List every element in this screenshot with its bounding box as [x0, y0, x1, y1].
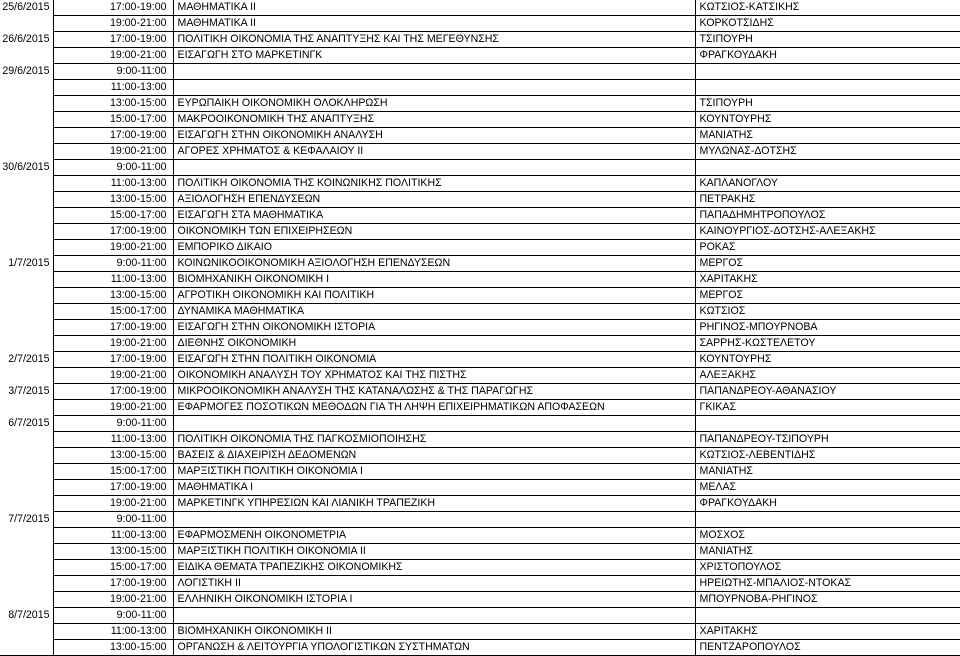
professor-cell: ΗΡΕΙΩΤΗΣ-ΜΠΑΛΙΟΣ-ΝΤΟΚΑΣ: [695, 576, 960, 592]
course-cell: ΠΟΛΙΤΙΚΗ ΟΙΚΟΝΟΜΙΑ ΤΗΣ ΠΑΓΚΟΣΜΙΟΠΟΙΗΣΗΣ: [173, 432, 695, 448]
time-cell: 11:00-13:00: [53, 624, 173, 640]
professor-cell: ΜΑΝΙΑΤΗΣ: [695, 128, 960, 144]
schedule-row: [0, 272, 960, 288]
date-cell: [0, 368, 53, 384]
date-cell: [0, 544, 53, 560]
time-cell: 13:00-15:00: [53, 640, 173, 656]
schedule-row: [0, 528, 960, 544]
professor-cell: ΣΑΡΡΗΣ-ΚΩΣΤΕΛΕΤΟΥ: [695, 336, 960, 352]
professor-cell: ΚΩΤΣΙΟΣ-ΛΕΒΕΝΤΙΔΗΣ: [695, 448, 960, 464]
course-cell: ΜΑΘΗΜΑΤΙΚΑ Ι: [173, 480, 695, 496]
schedule-row: [0, 512, 960, 528]
professor-cell: ΜΥΛΩΝΑΣ-ΔΟΤΣΗΣ: [695, 144, 960, 160]
date-cell: [0, 560, 53, 576]
date-cell: [0, 576, 53, 592]
course-cell: ΕΥΡΩΠΑΙΚΗ ΟΙΚΟΝΟΜΙΚΗ ΟΛΟΚΛΗΡΩΣΗ: [173, 96, 695, 112]
time-cell: 13:00-15:00: [53, 96, 173, 112]
date-cell: [0, 304, 53, 320]
date-cell: [0, 400, 53, 416]
date-cell: [0, 592, 53, 608]
schedule-row: [0, 416, 960, 432]
schedule-row: [0, 368, 960, 384]
professor-cell: [695, 608, 960, 624]
professor-cell: ΜΠΟΥΡΝΟΒΑ-ΡΗΓΙΝΟΣ: [695, 592, 960, 608]
professor-cell: ΤΣΙΠΟΥΡΗ: [695, 32, 960, 48]
course-cell: ΕΙΣΑΓΩΓΗ ΣΤΑ ΜΑΘΗΜΑΤΙΚΑ: [173, 208, 695, 224]
course-cell: ΠΟΛΙΤΙΚΗ ΟΙΚΟΝΟΜΙΑ ΤΗΣ ΑΝΑΠΤΥΞΗΣ ΚΑΙ ΤΗΣ ΜΕΓΕΘΥΝΣΗΣ: [173, 32, 695, 48]
time-cell: 13:00-15:00: [53, 448, 173, 464]
date-cell: [0, 192, 53, 208]
professor-cell: ΚΟΥΝΤΟΥΡΗΣ: [695, 352, 960, 368]
course-cell: ΕΙΔΙΚΑ ΘΕΜΑΤΑ ΤΡΑΠΕΖΙΚΗΣ ΟΙΚΟΝΟΜΙΚΗΣ: [173, 560, 695, 576]
schedule-row: [0, 176, 960, 192]
time-cell: 15:00-17:00: [53, 304, 173, 320]
professor-cell: ΜΑΝΙΑΤΗΣ: [695, 544, 960, 560]
date-cell: [0, 432, 53, 448]
time-cell: 17:00-19:00: [53, 384, 173, 400]
schedule-row: [0, 384, 960, 400]
schedule-row: [0, 576, 960, 592]
schedule-row: [0, 240, 960, 256]
professor-cell: ΑΛΕΞΑΚΗΣ: [695, 368, 960, 384]
date-cell: [0, 496, 53, 512]
professor-cell: ΦΡΑΓΚΟΥΔΑΚΗ: [695, 496, 960, 512]
course-cell: [173, 64, 695, 80]
course-cell: ΟΙΚΟΝΟΜΙΚΗ ΑΝΑΛΥΣΗ ΤΟΥ ΧΡΗΜΑΤΟΣ ΚΑΙ ΤΗΣ ΠΙΣΤΗΣ: [173, 368, 695, 384]
schedule-row: [0, 608, 960, 624]
course-cell: [173, 80, 695, 96]
date-cell: 3/7/2015: [0, 384, 53, 400]
professor-cell: ΜΕΡΓΟΣ: [695, 256, 960, 272]
time-cell: 15:00-17:00: [53, 560, 173, 576]
time-cell: 17:00-19:00: [53, 320, 173, 336]
schedule-row: [0, 432, 960, 448]
time-cell: 9:00-11:00: [53, 160, 173, 176]
course-cell: ΜΙΚΡΟΟΙΚΟΝΟΜΙΚΗ ΑΝΑΛΥΣΗ ΤΗΣ ΚΑΤΑΝΑΛΩΣΗΣ & ΤΗΣ ΠΑΡΑΓΩΓΗΣ: [173, 384, 695, 400]
course-cell: ΔΙΕΘΝΗΣ ΟΙΚΟΝΟΜΙΚΗ: [173, 336, 695, 352]
professor-cell: ΜΕΡΓΟΣ: [695, 288, 960, 304]
time-cell: 11:00-13:00: [53, 176, 173, 192]
date-cell: [0, 176, 53, 192]
course-cell: ΕΙΣΑΓΩΓΗ ΣΤΗΝ ΟΙΚΟΝΟΜΙΚΗ ΙΣΤΟΡΙΑ: [173, 320, 695, 336]
date-cell: [0, 96, 53, 112]
time-cell: 9:00-11:00: [53, 416, 173, 432]
course-cell: ΕΙΣΑΓΩΓΗ ΣΤΗΝ ΠΟΛΙΤΙΚΗ ΟΙΚΟΝΟΜΙΑ: [173, 352, 695, 368]
professor-cell: ΠΑΠΑΔΗΜΗΤΡΟΠΟΥΛΟΣ: [695, 208, 960, 224]
course-cell: ΜΑΡΞΙΣΤΙΚΗ ΠΟΛΙΤΙΚΗ ΟΙΚΟΝΟΜΙΑ ΙΙ: [173, 544, 695, 560]
date-cell: [0, 480, 53, 496]
course-cell: [173, 608, 695, 624]
schedule-row: [0, 48, 960, 64]
schedule-row: [0, 160, 960, 176]
course-cell: ΕΦΑΡΜΟΓΕΣ ΠΟΣΟΤΙΚΩΝ ΜΕΘΟΔΩΝ ΓΙΑ ΤΗ ΛΗΨΗ ΕΠΙΧΕΙΡΗΜΑΤΙΚΩΝ ΑΠΟΦΑΣΕΩΝ: [173, 400, 695, 416]
date-cell: [0, 336, 53, 352]
time-cell: 19:00-21:00: [53, 144, 173, 160]
schedule-row: [0, 480, 960, 496]
time-cell: 15:00-17:00: [53, 112, 173, 128]
time-cell: 11:00-13:00: [53, 80, 173, 96]
course-cell: [173, 416, 695, 432]
schedule-row: [0, 144, 960, 160]
date-cell: [0, 320, 53, 336]
time-cell: 17:00-19:00: [53, 480, 173, 496]
time-cell: 19:00-21:00: [53, 16, 173, 32]
time-cell: 19:00-21:00: [53, 240, 173, 256]
date-cell: [0, 224, 53, 240]
professor-cell: ΚΑΠΛΑΝΟΓΛΟΥ: [695, 176, 960, 192]
date-cell: 29/6/2015: [0, 64, 53, 80]
schedule-row: [0, 560, 960, 576]
schedule-row: [0, 400, 960, 416]
professor-cell: ΠΑΠΑΝΔΡΕΟΥ-ΑΘΑΝΑΣΙΟΥ: [695, 384, 960, 400]
schedule-row: [0, 80, 960, 96]
course-cell: ΜΑΚΡΟΟΙΚΟΝΟΜΙΚΗ ΤΗΣ ΑΝΑΠΤΥΞΗΣ: [173, 112, 695, 128]
professor-cell: ΜΑΝΙΑΤΗΣ: [695, 464, 960, 480]
time-cell: 13:00-15:00: [53, 288, 173, 304]
time-cell: 15:00-17:00: [53, 208, 173, 224]
schedule-row: [0, 64, 960, 80]
date-cell: [0, 144, 53, 160]
course-cell: ΒΙΟΜΗΧΑΝΙΚΗ ΟΙΚΟΝΟΜΙΚΗ Ι: [173, 272, 695, 288]
time-cell: 9:00-11:00: [53, 512, 173, 528]
professor-cell: ΦΡΑΓΚΟΥΔΑΚΗ: [695, 48, 960, 64]
professor-cell: ΡΟΚΑΣ: [695, 240, 960, 256]
course-cell: ΑΓΟΡΕΣ ΧΡΗΜΑΤΟΣ & ΚΕΦΑΛΑΙΟΥ ΙΙ: [173, 144, 695, 160]
date-cell: [0, 464, 53, 480]
schedule-row: [0, 192, 960, 208]
course-cell: ΕΙΣΑΓΩΓΗ ΣΤΟ ΜΑΡΚΕΤΙΝΓΚ: [173, 48, 695, 64]
date-cell: [0, 624, 53, 640]
professor-cell: ΓΚΙΚΑΣ: [695, 400, 960, 416]
schedule-row: [0, 16, 960, 32]
time-cell: 19:00-21:00: [53, 336, 173, 352]
professor-cell: ΠΑΠΑΝΔΡΕΟΥ-ΤΣΙΠΟΥΡΗ: [695, 432, 960, 448]
course-cell: ΕΙΣΑΓΩΓΗ ΣΤΗΝ ΟΙΚΟΝΟΜΙΚΗ ΑΝΑΛΥΣΗ: [173, 128, 695, 144]
course-cell: ΜΑΡΞΙΣΤΙΚΗ ΠΟΛΙΤΙΚΗ ΟΙΚΟΝΟΜΙΑ Ι: [173, 464, 695, 480]
date-cell: 25/6/2015: [0, 0, 53, 16]
professor-cell: ΚΟΡΚΟΤΣΙΔΗΣ: [695, 16, 960, 32]
course-cell: ΠΟΛΙΤΙΚΗ ΟΙΚΟΝΟΜΙΑ ΤΗΣ ΚΟΙΝΩΝΙΚΗΣ ΠΟΛΙΤΙΚΗΣ: [173, 176, 695, 192]
time-cell: 19:00-21:00: [53, 592, 173, 608]
date-cell: 2/7/2015: [0, 352, 53, 368]
schedule-row: [0, 496, 960, 512]
time-cell: 19:00-21:00: [53, 368, 173, 384]
date-cell: 26/6/2015: [0, 32, 53, 48]
schedule-row: [0, 288, 960, 304]
time-cell: 17:00-19:00: [53, 352, 173, 368]
course-cell: ΚΟΙΝΩΝΙΚΟΟΙΚΟΝΟΜΙΚΗ ΑΞΙΟΛΟΓΗΣΗ ΕΠΕΝΔΥΣΕΩΝ: [173, 256, 695, 272]
professor-cell: [695, 160, 960, 176]
schedule-row: [0, 336, 960, 352]
professor-cell: ΜΕΛΑΣ: [695, 480, 960, 496]
schedule-row: [0, 592, 960, 608]
time-cell: 19:00-21:00: [53, 400, 173, 416]
schedule-row: [0, 224, 960, 240]
professor-cell: ΚΩΤΣΙΟΣ-ΚΑΤΣΙΚΗΣ: [695, 0, 960, 16]
date-cell: [0, 640, 53, 656]
time-cell: 9:00-11:00: [53, 608, 173, 624]
professor-cell: ΠΕΝΤΖΑΡΟΠΟΥΛΟΣ: [695, 640, 960, 656]
professor-cell: [695, 416, 960, 432]
professor-cell: ΚΟΥΝΤΟΥΡΗΣ: [695, 112, 960, 128]
date-cell: 6/7/2015: [0, 416, 53, 432]
course-cell: ΜΑΘΗΜΑΤΙΚΑ ΙΙ: [173, 0, 695, 16]
date-cell: [0, 112, 53, 128]
professor-cell: ΧΑΡΙΤΑΚΗΣ: [695, 624, 960, 640]
professor-cell: [695, 512, 960, 528]
time-cell: 9:00-11:00: [53, 64, 173, 80]
schedule-row: [0, 256, 960, 272]
professor-cell: ΜΟΣΧΟΣ: [695, 528, 960, 544]
course-cell: ΒΙΟΜΗΧΑΝΙΚΗ ΟΙΚΟΝΟΜΙΚΗ ΙΙ: [173, 624, 695, 640]
date-cell: 8/7/2015: [0, 608, 53, 624]
schedule-row: [0, 640, 960, 656]
time-cell: 11:00-13:00: [53, 272, 173, 288]
date-cell: [0, 272, 53, 288]
time-cell: 19:00-21:00: [53, 496, 173, 512]
date-cell: 1/7/2015: [0, 256, 53, 272]
course-cell: ΒΑΣΕΙΣ & ΔΙΑΧΕΙΡΙΣΗ ΔΕΔΟΜΕΝΩΝ: [173, 448, 695, 464]
schedule-row: [0, 112, 960, 128]
date-cell: [0, 128, 53, 144]
professor-cell: ΧΡΙΣΤΟΠΟΥΛΟΣ: [695, 560, 960, 576]
course-cell: ΟΙΚΟΝΟΜΙΚΗ ΤΩΝ ΕΠΙΧΕΙΡΗΣΕΩΝ: [173, 224, 695, 240]
schedule-row: [0, 208, 960, 224]
course-cell: ΕΛΛΗΝΙΚΗ ΟΙΚΟΝΟΜΙΚΗ ΙΣΤΟΡΙΑ Ι: [173, 592, 695, 608]
time-cell: 11:00-13:00: [53, 528, 173, 544]
course-cell: ΜΑΘΗΜΑΤΙΚΑ ΙΙ: [173, 16, 695, 32]
time-cell: 13:00-15:00: [53, 544, 173, 560]
professor-cell: ΠΕΤΡΑΚΗΣ: [695, 192, 960, 208]
schedule-row: [0, 96, 960, 112]
schedule-row: [0, 352, 960, 368]
professor-cell: ΡΗΓΙΝΟΣ-ΜΠΟΥΡΝΟΒΑ: [695, 320, 960, 336]
time-cell: 19:00-21:00: [53, 48, 173, 64]
professor-cell: [695, 80, 960, 96]
professor-cell: ΤΣΙΠΟΥΡΗ: [695, 96, 960, 112]
date-cell: [0, 16, 53, 32]
schedule-row: [0, 304, 960, 320]
course-cell: ΑΞΙΟΛΟΓΗΣΗ ΕΠΕΝΔΥΣΕΩΝ: [173, 192, 695, 208]
time-cell: 13:00-15:00: [53, 192, 173, 208]
date-cell: [0, 80, 53, 96]
time-cell: 9:00-11:00: [53, 256, 173, 272]
date-cell: [0, 48, 53, 64]
date-cell: [0, 208, 53, 224]
time-cell: 17:00-19:00: [53, 224, 173, 240]
schedule-row: [0, 464, 960, 480]
schedule-row: [0, 0, 960, 16]
time-cell: 17:00-19:00: [53, 32, 173, 48]
time-cell: 15:00-17:00: [53, 464, 173, 480]
course-cell: ΛΟΓΙΣΤΙΚΗ ΙΙ: [173, 576, 695, 592]
course-cell: ΕΜΠΟΡΙΚΟ ΔΙΚΑΙΟ: [173, 240, 695, 256]
course-cell: ΕΦΑΡΜΟΣΜΕΝΗ ΟΙΚΟΝΟΜΕΤΡΙΑ: [173, 528, 695, 544]
professor-cell: [695, 64, 960, 80]
course-cell: ΟΡΓΑΝΩΣΗ & ΛΕΙΤΟΥΡΓΙΑ ΥΠΟΛΟΓΙΣΤΙΚΩΝ ΣΥΣΤΗΜΑΤΩΝ: [173, 640, 695, 656]
schedule-row: [0, 448, 960, 464]
course-cell: ΑΓΡΟΤΙΚΗ ΟΙΚΟΝΟΜΙΚΗ ΚΑΙ ΠΟΛΙΤΙΚΗ: [173, 288, 695, 304]
time-cell: 17:00-19:00: [53, 0, 173, 16]
schedule-row: [0, 128, 960, 144]
date-cell: [0, 528, 53, 544]
date-cell: [0, 288, 53, 304]
schedule-row: [0, 544, 960, 560]
date-cell: 7/7/2015: [0, 512, 53, 528]
schedule-row: [0, 320, 960, 336]
date-cell: [0, 240, 53, 256]
date-cell: [0, 448, 53, 464]
course-cell: ΜΑΡΚΕΤΙΝΓΚ ΥΠΗΡΕΣΙΩΝ ΚΑΙ ΛΙΑΝΙΚΗ ΤΡΑΠΕΖΙΚΗ: [173, 496, 695, 512]
course-cell: ΔΥΝΑΜΙΚΑ ΜΑΘΗΜΑΤΙΚΑ: [173, 304, 695, 320]
time-cell: 17:00-19:00: [53, 128, 173, 144]
date-cell: 30/6/2015: [0, 160, 53, 176]
course-cell: [173, 160, 695, 176]
schedule-row: [0, 32, 960, 48]
time-cell: 11:00-13:00: [53, 432, 173, 448]
professor-cell: ΚΩΤΣΙΟΣ: [695, 304, 960, 320]
time-cell: 17:00-19:00: [53, 576, 173, 592]
course-cell: [173, 512, 695, 528]
professor-cell: ΧΑΡΙΤΑΚΗΣ: [695, 272, 960, 288]
schedule-row: [0, 624, 960, 640]
professor-cell: ΚΑΙΝΟΥΡΓΙΟΣ-ΔΟΤΣΗΣ-ΑΛΕΞΑΚΗΣ: [695, 224, 960, 240]
